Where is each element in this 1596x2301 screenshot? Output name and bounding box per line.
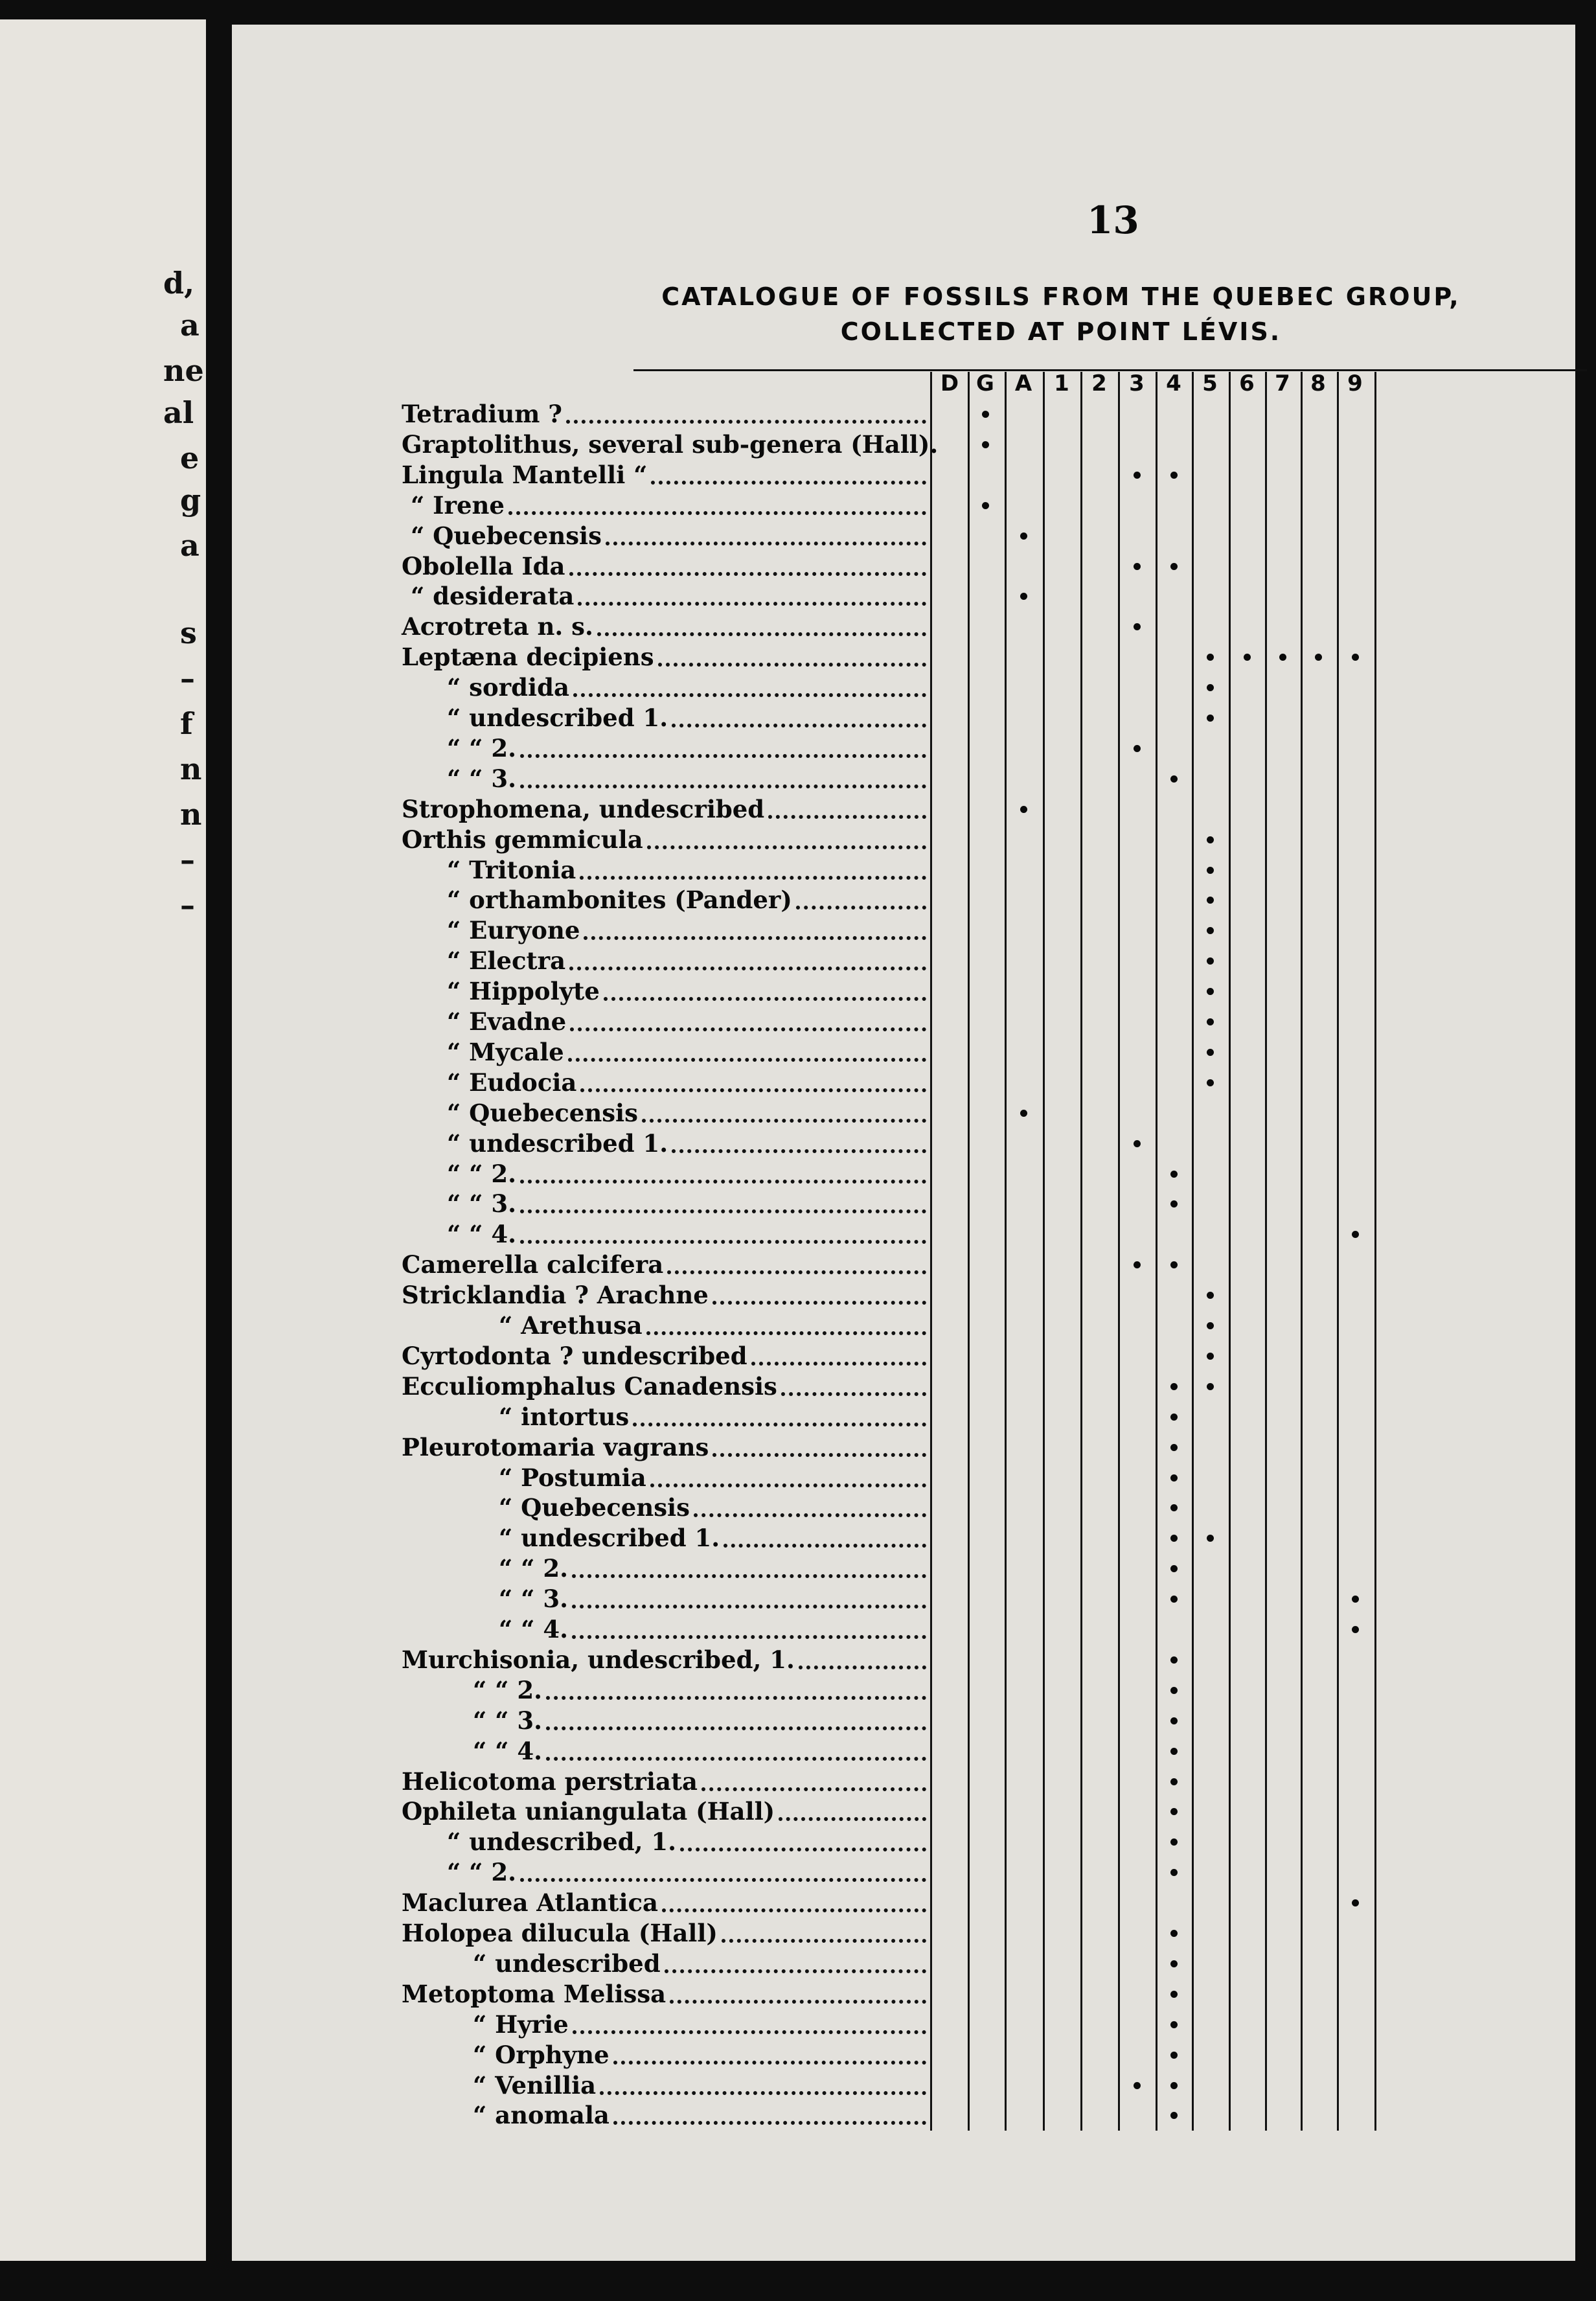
- column-header-4: 4: [1166, 371, 1181, 396]
- occurrence-mark-5: [1207, 1079, 1214, 1086]
- dot-leader: [651, 478, 926, 485]
- column-header-5: 5: [1202, 371, 1218, 396]
- dot-leader: [613, 2058, 926, 2065]
- column-header-2: 2: [1091, 371, 1107, 396]
- catalogue-page: [232, 25, 1575, 2261]
- occurrence-mark-4: [1170, 1838, 1178, 1846]
- occurrence-mark-4: [1170, 1960, 1178, 1967]
- occurrence-mark-4: [1170, 1596, 1178, 1603]
- occurrence-mark-5: [1207, 927, 1214, 934]
- table-row-label: Pleurotomaria vagrans: [402, 1432, 709, 1461]
- column-header-7: 7: [1275, 371, 1290, 396]
- dot-leader: [672, 721, 926, 727]
- occurrence-mark-4: [1170, 2082, 1178, 2089]
- occurrence-mark-5: [1207, 897, 1214, 904]
- column-rule: [1229, 372, 1231, 2131]
- table-row-label: “ “ 2.: [447, 1159, 516, 1188]
- dot-leader: [712, 1298, 926, 1305]
- dot-leader: [633, 1420, 926, 1426]
- dot-leader: [650, 1481, 926, 1487]
- occurrence-mark-3: [1134, 2082, 1141, 2089]
- dot-leader: [578, 599, 926, 606]
- catalogue-title-line-1: CATALOGUE OF FOSSILS FROM THE QUEBEC GROUP,: [661, 282, 1461, 311]
- dot-leader: [779, 1814, 926, 1821]
- dot-leader: [584, 933, 926, 940]
- occurrence-mark-4: [1170, 1656, 1178, 1664]
- occurrence-mark-4: [1170, 1383, 1178, 1390]
- table-row-label: Orthis gemmicula: [402, 825, 643, 854]
- table-row-label: “ Quebecensis: [499, 1493, 690, 1522]
- dot-leader: [508, 509, 926, 515]
- dot-leader: [546, 1724, 926, 1730]
- dot-leader: [646, 1329, 926, 1335]
- occurrence-mark-4: [1170, 1444, 1178, 1451]
- occurrence-mark-5: [1207, 654, 1214, 661]
- occurrence-mark-4: [1170, 563, 1178, 570]
- occurrence-mark-4: [1170, 1808, 1178, 1815]
- occurrence-mark-9: [1352, 1899, 1359, 1906]
- occurrence-mark-8: [1315, 654, 1322, 661]
- occurrence-mark-5: [1207, 1049, 1214, 1056]
- dot-leader: [569, 964, 926, 970]
- occurrence-mark-4: [1170, 472, 1178, 479]
- occurrence-mark-5: [1207, 957, 1214, 965]
- facing-page-fragment: e: [180, 441, 200, 475]
- column-rule: [1156, 372, 1157, 2131]
- table-row-label: “ “ 2.: [447, 1858, 516, 1887]
- dot-leader: [665, 1967, 926, 1973]
- occurrence-mark-5: [1207, 1383, 1214, 1390]
- occurrence-mark-4: [1170, 1261, 1178, 1268]
- occurrence-mark-5: [1207, 836, 1214, 843]
- occurrence-mark-4: [1170, 1869, 1178, 1876]
- table-row-label: “ anomala: [473, 2101, 610, 2130]
- column-rule: [1192, 372, 1194, 2131]
- table-row-label: “ “ 2.: [473, 1675, 542, 1704]
- occurrence-mark-4: [1170, 1414, 1178, 1421]
- table-row-label: Lingula Mantelli “: [402, 460, 648, 489]
- dot-leader: [520, 782, 926, 788]
- facing-page-fragment: –: [180, 661, 195, 696]
- table-row-label: “ undescribed, 1.: [447, 1827, 676, 1857]
- table-row-label: Leptæna decipiens: [402, 643, 654, 672]
- table-row-label: “ “ 4.: [473, 1736, 542, 1765]
- table-row-label: Ecculiomphalus Canadensis: [402, 1371, 777, 1401]
- column-rule: [968, 372, 970, 2131]
- occurrence-mark-5: [1207, 1322, 1214, 1329]
- table-row-label: “ Eudocia: [447, 1068, 577, 1097]
- dot-leader: [781, 1390, 926, 1396]
- column-header-A: A: [1014, 371, 1032, 396]
- dot-leader: [546, 1754, 926, 1761]
- dot-leader: [604, 994, 926, 1001]
- dot-leader: [566, 417, 926, 424]
- table-row-label: Maclurea Atlantica: [402, 1888, 659, 1918]
- occurrence-mark-4: [1170, 2112, 1178, 2119]
- occurrence-mark-5: [1207, 1018, 1214, 1025]
- table-row-label: “ Irene: [411, 490, 505, 520]
- occurrence-mark-G: [982, 411, 989, 418]
- occurrence-mark-3: [1134, 745, 1141, 752]
- dot-leader: [520, 751, 926, 758]
- catalogue-title-line-2: COLLECTED AT POINT LÉVIS.: [840, 317, 1282, 346]
- table-row-label: Camerella calcifera: [402, 1250, 664, 1279]
- facing-page-fragment: a: [180, 528, 200, 563]
- column-header-9: 9: [1347, 371, 1363, 396]
- column-header-G: G: [976, 371, 994, 396]
- occurrence-mark-5: [1207, 1535, 1214, 1542]
- table-row-label: “ Electra: [447, 946, 566, 976]
- table-row-label: Tetradium ?: [402, 400, 562, 428]
- column-rule: [1005, 372, 1007, 2131]
- dot-leader: [520, 1207, 926, 1213]
- occurrence-mark-3: [1134, 623, 1141, 630]
- dot-leader: [520, 1177, 926, 1184]
- table-row-label: Murchisonia, undescribed, 1.: [402, 1645, 795, 1674]
- column-rule: [1337, 372, 1339, 2131]
- dot-leader: [580, 873, 926, 880]
- dot-leader: [658, 660, 926, 667]
- table-row-label: “ Quebecensis: [447, 1098, 638, 1127]
- dot-leader: [572, 1632, 926, 1639]
- table-row-label: “ “ 2.: [499, 1554, 568, 1583]
- dot-leader: [722, 1936, 926, 1943]
- table-row-label: “ undescribed 1.: [447, 704, 668, 732]
- table-row-label: “ Arethusa: [499, 1311, 643, 1340]
- table-row-label: “ Mycale: [447, 1037, 564, 1066]
- column-rule: [1265, 372, 1267, 2131]
- table-row-label: “ Hyrie: [473, 2009, 569, 2039]
- table-row-label: “ Evadne: [447, 1007, 567, 1036]
- dot-leader: [768, 812, 926, 819]
- table-row-label: “ Postumia: [499, 1463, 646, 1492]
- occurrence-mark-G: [982, 441, 989, 448]
- dot-leader: [670, 1997, 926, 2004]
- dot-leader: [613, 2118, 926, 2125]
- dot-leader: [546, 1693, 926, 1700]
- table-row-label: “ “ 4.: [447, 1220, 516, 1249]
- column-rule: [1301, 372, 1303, 2131]
- dot-leader: [573, 691, 926, 697]
- column-rule: [1043, 372, 1045, 2131]
- column-rule: [1118, 372, 1120, 2131]
- table-row-label: Metoptoma Melissa: [402, 1979, 667, 2008]
- occurrence-mark-4: [1170, 1535, 1178, 1542]
- dot-leader: [520, 1237, 926, 1244]
- facing-page-fragment: n: [180, 751, 202, 786]
- facing-page-fragment: s: [180, 615, 197, 650]
- occurrence-mark-4: [1170, 1504, 1178, 1511]
- dot-leader: [694, 1511, 926, 1517]
- facing-page-fragment: a: [180, 308, 200, 343]
- occurrence-mark-3: [1134, 472, 1141, 479]
- dot-leader: [573, 2028, 926, 2034]
- table-row-label: “ Tritonia: [447, 855, 576, 884]
- table-row-label: Helicotoma perstriata: [402, 1767, 698, 1796]
- table-row-label: “ Euryone: [447, 916, 580, 945]
- column-rule: [930, 372, 932, 2131]
- occurrence-mark-A: [1020, 593, 1027, 600]
- column-header-6: 6: [1239, 371, 1255, 396]
- table-row-label: “ Quebecensis: [411, 521, 602, 550]
- occurrence-mark-5: [1207, 867, 1214, 874]
- dot-leader: [799, 1663, 926, 1669]
- table-row-label: “ “ 4.: [499, 1615, 568, 1643]
- facing-page-fragment: d,: [163, 266, 195, 301]
- dot-leader: [647, 843, 926, 849]
- table-row-label: “ “ 3.: [447, 1189, 516, 1219]
- dot-leader: [672, 1147, 926, 1153]
- dot-leader: [662, 1906, 926, 1912]
- table-row-label: “ undescribed: [473, 1949, 661, 1978]
- occurrence-mark-4: [1170, 1748, 1178, 1755]
- dot-leader: [600, 2089, 926, 2095]
- occurrence-mark-9: [1352, 1231, 1359, 1238]
- dot-leader: [580, 1086, 926, 1092]
- table-row-label: “ “ 2.: [447, 733, 516, 762]
- facing-page-fragment: f: [180, 706, 193, 741]
- occurrence-mark-4: [1170, 1474, 1178, 1482]
- dot-leader: [680, 1845, 926, 1851]
- column-header-8: 8: [1310, 371, 1326, 396]
- facing-page-fragment: n: [180, 797, 202, 832]
- occurrence-mark-4: [1170, 2052, 1178, 2059]
- occurrence-mark-5: [1207, 988, 1214, 995]
- dot-leader: [520, 1875, 926, 1882]
- dot-leader: [597, 630, 926, 636]
- dot-leader: [570, 1025, 926, 1031]
- table-row-label: “ “ 3.: [499, 1585, 568, 1614]
- table-row-label: “ undescribed 1.: [447, 1128, 668, 1158]
- dot-leader: [568, 1055, 926, 1062]
- table-row-label: Acrotreta n. s.: [402, 612, 593, 641]
- column-rule: [1374, 372, 1376, 2131]
- table-row-label: “ Hippolyte: [447, 977, 600, 1006]
- occurrence-mark-5: [1207, 684, 1214, 691]
- table-row-label: “ intortus: [499, 1402, 630, 1431]
- dot-leader: [642, 1116, 926, 1123]
- dot-leader: [667, 1268, 926, 1274]
- occurrence-mark-3: [1134, 1140, 1141, 1147]
- occurrence-mark-4: [1170, 1930, 1178, 1937]
- occurrence-mark-7: [1279, 654, 1286, 661]
- occurrence-mark-4: [1170, 1717, 1178, 1724]
- dot-leader: [606, 539, 926, 545]
- dot-leader: [572, 1572, 926, 1578]
- dot-leader: [724, 1541, 926, 1548]
- facing-page-fragment: –: [180, 887, 195, 922]
- occurrence-mark-6: [1244, 654, 1251, 661]
- occurrence-mark-4: [1170, 1687, 1178, 1694]
- table-row-label: Graptolithus, several sub-genera (Hall).: [402, 429, 939, 459]
- occurrence-mark-3: [1134, 1261, 1141, 1268]
- occurrence-mark-4: [1170, 1991, 1178, 1998]
- occurrence-mark-4: [1170, 1565, 1178, 1572]
- table-row-label: “ “ 3.: [447, 764, 516, 793]
- occurrence-mark-A: [1020, 1110, 1027, 1117]
- table-row-label: “ “ 3.: [473, 1706, 542, 1735]
- occurrence-mark-4: [1170, 1171, 1178, 1178]
- table-row-label: Holopea dilucula (Hall): [402, 1919, 718, 1947]
- facing-page-fragment: al: [163, 395, 194, 430]
- dot-leader: [796, 903, 926, 910]
- occurrence-mark-9: [1352, 1596, 1359, 1603]
- table-row-label: “ desiderata: [411, 582, 575, 611]
- dot-leader: [569, 569, 927, 576]
- occurrence-mark-A: [1020, 532, 1027, 540]
- dot-leader: [701, 1785, 926, 1791]
- column-header-3: 3: [1129, 371, 1145, 396]
- occurrence-mark-5: [1207, 715, 1214, 722]
- table-row-label: “ orthambonites (Pander): [447, 886, 792, 915]
- dot-leader: [751, 1359, 926, 1366]
- occurrence-mark-G: [982, 502, 989, 509]
- facing-page-fragment: g: [180, 483, 201, 518]
- table-row-label: Strophomena, undescribed: [402, 794, 765, 823]
- occurrence-mark-5: [1207, 1292, 1214, 1299]
- dot-leader: [712, 1450, 926, 1457]
- table-row-label: “ Venillia: [473, 2070, 597, 2100]
- occurrence-mark-A: [1020, 806, 1027, 813]
- occurrence-mark-9: [1352, 654, 1359, 661]
- occurrence-mark-5: [1207, 1353, 1214, 1360]
- occurrence-mark-4: [1170, 1778, 1178, 1785]
- occurrence-mark-9: [1352, 1626, 1359, 1633]
- occurrence-mark-3: [1134, 563, 1141, 570]
- page-number: 13: [1087, 198, 1139, 242]
- dot-leader: [572, 1602, 926, 1608]
- table-row-label: Ophileta uniangulata (Hall): [402, 1797, 775, 1826]
- header-rule: [633, 369, 1587, 371]
- facing-page-fragment: –: [180, 842, 195, 877]
- table-row-label: “ Orphyne: [473, 2040, 610, 2069]
- table-row-label: “ sordida: [447, 673, 569, 702]
- column-rule: [1080, 372, 1082, 2131]
- table-row-label: “ undescribed 1.: [499, 1524, 720, 1553]
- table-row-label: Stricklandia ? Arachne: [402, 1281, 709, 1310]
- occurrence-mark-4: [1170, 775, 1178, 783]
- table-row-label: Cyrtodonta ? undescribed: [402, 1341, 747, 1370]
- facing-page-fragment: ne: [163, 353, 204, 388]
- occurrence-mark-4: [1170, 1200, 1178, 1208]
- occurrence-mark-4: [1170, 2021, 1178, 2028]
- column-header-1: 1: [1054, 371, 1069, 396]
- column-header-D: D: [940, 371, 959, 396]
- table-row-label: Obolella Ida: [402, 551, 565, 580]
